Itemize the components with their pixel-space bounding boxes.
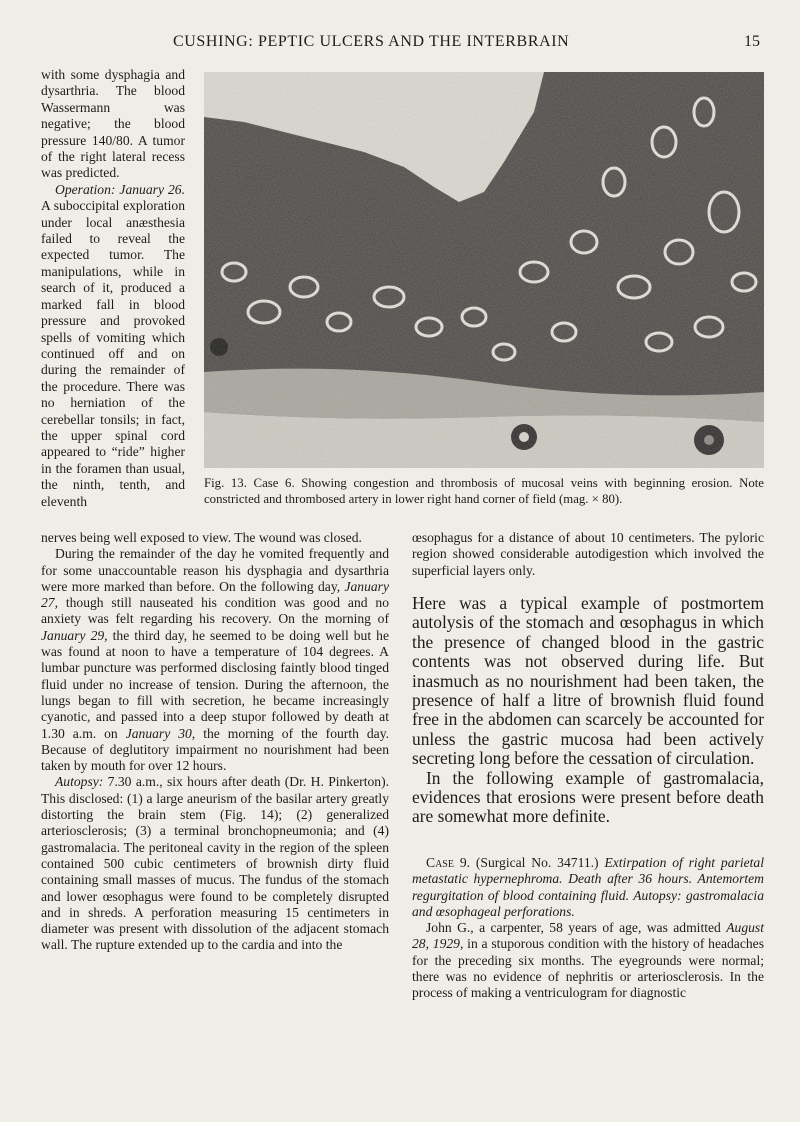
date-january-29: January 29, [41,627,108,643]
left-column [41,530,389,954]
narrow-paragraph-2 [41,182,185,510]
narrow-column [41,67,185,510]
surgical-number: (Surgical No. 34711.) [470,855,605,870]
case-9-paragraph [412,920,764,1001]
left-p2-text-e: the third day, he seemed to be doing well but he was found at noon to have a temperature of 104 degrees. A lumbar puncture was performed disclosing faintly blood tinged fluid under no increase of tension. During the afternoon, the lungs began to fill with secretion, he became increasingly cyanotic, and passed into a deep stupor followed by death at 1.30 a.m. on [41,627,389,741]
case-9-heading [412,855,764,920]
page-number: 15 [744,33,760,50]
large-paragraph-1: Here was a typical example of postmortem autolysis of the stomach and œsophagus in which the presence of changed blood in the gastric contents was not observed during life. But inasmuch as no nourishment had been taken, the presence of half a litre of brownish fluid found free in the abdomen can scarcely be accounted for unless the gastric mucosa had been actively secreting long before the cessation of circulation. [412,593,764,769]
left-paragraph-1: nerves being well exposed to view. The wound was closed. [41,530,362,545]
large-paragraph-2: In the following example of gastromalacia, evidences that erosions were present before death are somewhat more definite. [412,767,764,827]
case-label: Case 9. [426,855,471,870]
date-january-30: January 30, [125,725,196,741]
autopsy-text: 7.30 a.m., six hours after death (Dr. H. Pinkerton). This disclosed: (1) a large aneurism of the basilar artery greatly distorting the brain stem (Fig. 14); (2) generalized arteriosclerosis; (3) a terminal bronchopneumonia; and (4) gastromalacia. The peritoneal cavity in the region of the spleen contained 500 cubic centimeters of brownish dirty fluid containing small masses of mucus. The fundus of the stomach and lower œsophagus were found to be completely disrupted and in shreds. A perforation measuring 15 centimeters in diameter was present with dissolution of the adjacent stomach wall. The rupture extended up to the cardia and into the [41,774,389,953]
left-p2-text-g: the morning of the fourth day. Because of deglutitory impairment no nourishment had been taken by mouth for over 12 hours. [41,725,390,774]
micrograph-image [204,72,764,468]
operation-lead: Operation: January 26. [55,181,185,197]
autopsy-lead: Autopsy: [55,774,104,790]
case-heading-text: Extirpation of right parietal metastatic hypernephroma. Death after 36 hours. Antemortem regurgitation of blood containing fluid. Autopsy: gastromalacia and œsophageal perforations. [412,855,764,919]
case-9-section [412,855,764,1002]
date-august-28: August 28, 1929, [412,920,764,952]
left-paragraph-3 [41,774,389,953]
case-p2-text-a: John G., a carpenter, 58 years of age, was admitted [426,920,727,936]
running-head [0,33,800,55]
left-paragraph-2 [41,546,389,774]
large-type-section [412,594,764,827]
left-p2-text-c: though still nauseated his condition was good and no anxiety was felt regarding his recovery. On the morning of [41,595,389,627]
micrograph-figure [204,72,764,468]
left-p2-text-a: During the remainder of the day he vomited frequently and for some unaccountable reason his dysphagia and dysarthria were more marked than before. On the following day, [41,546,389,594]
figure-caption: Fig. 13. Case 6. Showing congestion and thrombosis of mucosal veins with beginning erosion. Note constricted and thrombosed artery in lower right hand corner of field (mag. × 80). [204,476,764,506]
case-p2-text-c: in a stuporous condition with the history of headaches for the preceding six months. The eyegrounds were normal; there was no evidence of nephritis or arteriosclerosis. In the process of making a ventriculogram for diagnostic [412,936,764,1001]
narrow-paragraph-1: with some dysphagia and dysarthria. The blood Wassermann was negative; the blood pressure 140/80. A tumor of the right lateral recess was predicted. [41,67,185,181]
date-january-27: January 27, [41,578,389,611]
right-paragraph-1: œsophagus for a distance of about 10 centimeters. The pyloric region showed considerable autodigestion which involved the superficial layers only. [412,530,764,578]
running-title: CUSHING: PEPTIC ULCERS AND THE INTERBRAIN [173,33,570,50]
operation-text: A suboccipital exploration under local anæsthesia failed to reveal the expected tumor. The manipulations, while in search of it, produced a marked fall in blood pressure and provoked spells of vomiting which continued off and on during the remainder of the procedure. There was no herniation of the cerebellar tonsils; in fact, the upper spinal cord appeared to “ride” higher in the foramen than usual, the ninth, tenth, and eleventh [41,198,185,509]
right-column [412,530,764,579]
